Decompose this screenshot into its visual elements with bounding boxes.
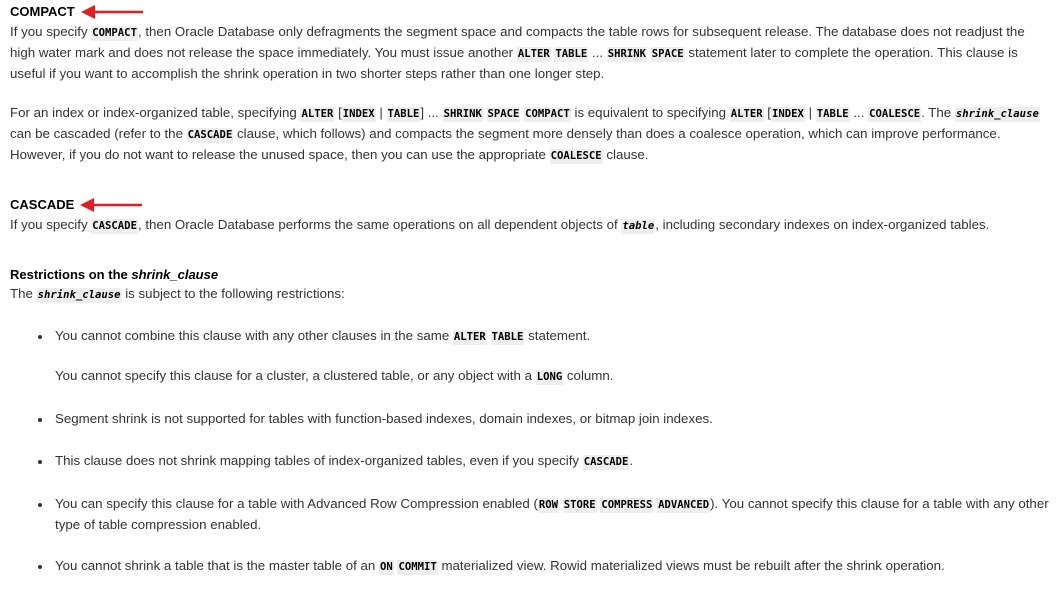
restrictions-list [10, 326, 1050, 577]
list-item [10, 494, 1050, 535]
code-keyword: CASCADE [92, 220, 137, 232]
compact-heading-text: COMPACT [10, 4, 75, 19]
code-keyword: COMPACT [525, 108, 570, 120]
code-keyword: TABLE [491, 331, 524, 343]
list-item-note [10, 366, 1050, 387]
code-keyword: COMPACT [92, 27, 137, 39]
code-keyword: COMMIT [398, 561, 437, 573]
bullet-icon [38, 335, 42, 339]
code-keyword: SPACE [651, 48, 684, 60]
list-item-text: You cannot shrink a table that is the master table of an ON COMMIT materialized view. Rowid materialized views must be rebuilt after the shrink operation. [55, 558, 945, 573]
list-item-sub-text: You cannot specify this clause for a cluster, a clustered table, or any object with a LONG column. [55, 368, 614, 383]
code-keyword: ROW [538, 499, 559, 511]
code-keyword: TABLE [387, 108, 420, 120]
code-keyword: CASCADE [583, 456, 629, 468]
list-item-text: Segment shrink is not supported for tables with function-based indexes, domain indexes, or bitmap join indexes. [55, 411, 713, 426]
restrictions-heading-prefix: Restrictions on the [10, 267, 132, 282]
code-keyword: table [622, 220, 655, 232]
code-keyword: LONG [536, 371, 563, 383]
code-keyword: TABLE [555, 48, 588, 60]
list-item [10, 409, 1050, 429]
code-keyword: SHRINK [607, 48, 647, 60]
compact-heading [10, 3, 1050, 21]
restrictions-heading-italic: shrink_clause [131, 267, 219, 282]
cascade-heading [10, 196, 1050, 214]
list-item-text: This clause does not shrink mapping tables of index-organized tables, even if you specify CASCADE. [55, 453, 634, 468]
red-arrow-icon [81, 4, 143, 20]
code-keyword: INDEX [772, 108, 804, 120]
code-keyword: shrink_clause [955, 108, 1039, 120]
compact-paragraph-1: If you specify COMPACT, then Oracle Database only defragments the segment space and compacts the table rows for subsequent release. The database does not readjust the high water mark and does not release the space immediately. You must issue another ALTER TABLE ... SHRINK SPACE statement later to complete the operation. This clause is useful if you want to accomplish the shrink operation in two shorter steps rather than one longer step. [10, 24, 1025, 81]
code-keyword: ALTER [301, 108, 334, 120]
code-keyword: CASCADE [187, 129, 233, 141]
cascade-heading-text: CASCADE [10, 197, 75, 212]
code-keyword: ON [380, 561, 393, 573]
list-item-text: You cannot combine this clause with any other clauses in the same ALTER TABLE statement. [55, 328, 591, 343]
compact-paragraph-2: For an index or index-organized table, specifying ALTER [INDEX | TABLE] ... SHRINK SPACE COMPACT is equivalent to specifying ALTER [INDEX | TABLE ... COALESCE. The shrink_clause can be cascaded (refer to the CASCADE clause, which follows) and compacts the segment more densely than does a coalesce operation, which can improve performance. However, if you do not want to release the unused space, then you can use the appropriate COALESCE clause. [10, 105, 1039, 162]
list-item-text: You can specify this clause for a table with Advanced Row Compression enabled (ROW STORE COMPRESS ADVANCED). You cannot specify this clause for a table with any other type of table compression enabled. [55, 496, 1049, 532]
restrictions-intro: The shrink_clause is subject to the following restrictions: [10, 286, 345, 301]
code-keyword: COALESCE [869, 108, 921, 120]
code-keyword: SHRINK [443, 108, 482, 120]
code-keyword: ALTER [517, 48, 550, 60]
code-keyword: ALTER [730, 108, 763, 120]
list-item [10, 326, 1050, 347]
code-keyword: STORE [563, 499, 596, 511]
code-keyword: ALTER [453, 331, 486, 343]
bullet-icon [38, 565, 42, 569]
code-keyword: ADVANCED [658, 499, 710, 511]
document-body [10, 3, 1050, 577]
list-item [10, 451, 1050, 472]
code-keyword: COALESCE [550, 150, 602, 162]
code-keyword: COMPRESS [601, 499, 653, 511]
list-item [10, 556, 1050, 577]
restrictions-heading [10, 266, 1050, 284]
bullet-icon [38, 460, 42, 464]
code-keyword: INDEX [342, 108, 375, 120]
bullet-icon [38, 503, 42, 507]
code-keyword: TABLE [816, 108, 849, 120]
red-arrow-icon [80, 197, 142, 213]
bullet-icon [38, 418, 42, 422]
cascade-paragraph: If you specify CASCADE, then Oracle Database performs the same operations on all dependent objects of table, including secondary indexes on index-organized tables. [10, 217, 990, 232]
code-keyword: shrink_clause [37, 289, 121, 301]
code-keyword: SPACE [487, 108, 520, 120]
